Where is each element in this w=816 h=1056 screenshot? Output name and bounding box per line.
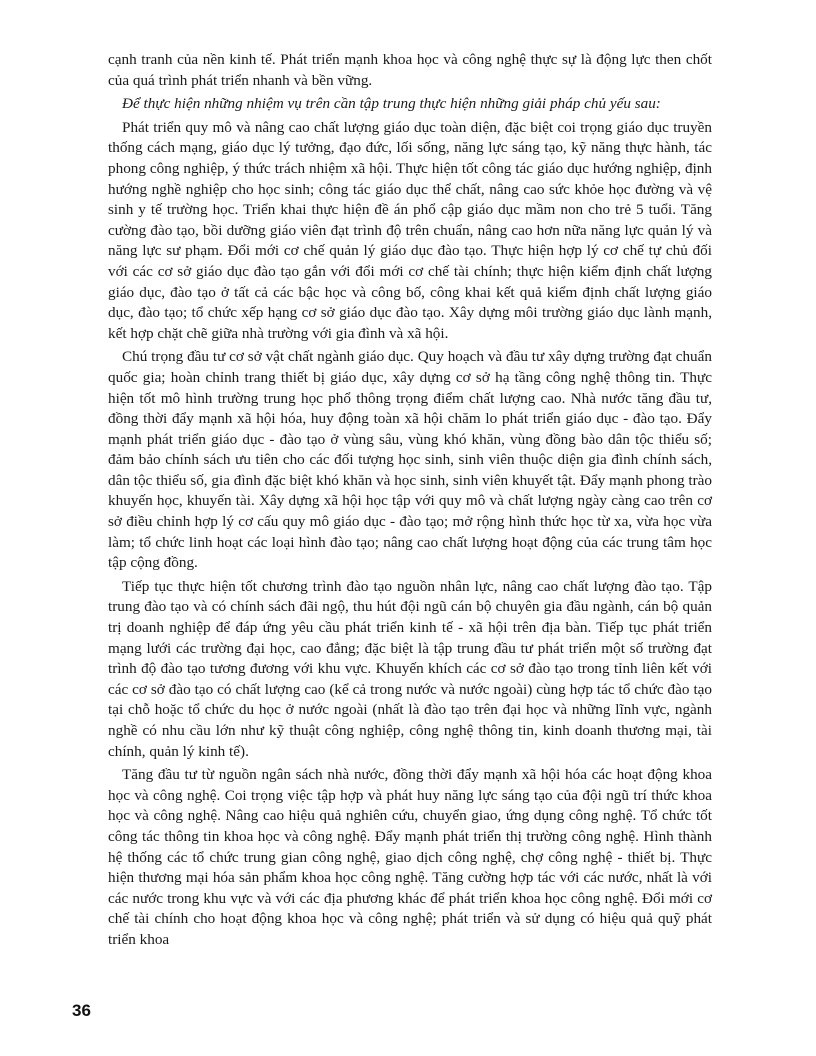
text-column (108, 50, 712, 954)
page-number: 36 (72, 1001, 91, 1020)
paragraph-education-quality: Phát triển quy mô và nâng cao chất lượng giáo dục toàn diện, đặc biệt coi trọng giáo dục truyền thống cách mạng, giáo dục lý tưởng, đạo đức, lối sống, năng lực sáng tạo, kỹ năng thực hành, tác phong công nghiệp, ý thức trách nhiệm xã hội. Thực hiện tốt công tác giáo dục hướng nghiệp, định hướng nghề nghiệp cho học sinh; công tác giáo dục thể chất, nâng cao sức khỏe học đường và vệ sinh y tế trường học. Triển khai thực hiện đề án phổ cập giáo dục mầm non cho trẻ 5 tuổi. Tăng cường đào tạo, bồi dưỡng giáo viên đạt trình độ trên chuẩn, nâng cao hơn nữa năng lực quản lý và năng lực sư phạm. Đổi mới cơ chế quản lý giáo dục đào tạo. Thực hiện hợp lý cơ chế tự chủ đối với các cơ sở giáo dục đào tạo gắn với đổi mới cơ chế tài chính; thực hiện kiểm định chất lượng giáo dục, đào tạo ở tất cả các bậc học và công bố, công khai kết quả kiểm định chất lượng giáo dục, đào tạo; tổ chức xếp hạng cơ sở giáo dục đào tạo. Xây dựng môi trường giáo dục lành mạnh, kết hợp chặt chẽ giữa nhà trường với gia đình và xã hội. (108, 118, 712, 342)
paragraph-science-technology: Tăng đầu tư từ nguồn ngân sách nhà nước, đồng thời đẩy mạnh xã hội hóa các hoạt động khoa học và công nghệ. Coi trọng việc tập hợp và phát huy năng lực sáng tạo của đội ngũ trí thức khoa học và công nghệ. Nâng cao hiệu quả nghiên cứu, chuyển giao, ứng dụng công nghệ. Tổ chức tốt công tác thông tin khoa học và công nghệ. Đẩy mạnh phát triển thị trường công nghệ. Hình thành hệ thống các tổ chức trung gian công nghệ, giao dịch công nghệ, chợ công nghệ - thiết bị. Thực hiện thương mại hóa sản phẩm khoa học công nghệ. Tăng cường hợp tác với các nước, nhất là với các nước trong khu vực và với các địa phương khác để phát triển khoa học công nghệ. Đổi mới cơ chế tài chính cho hoạt động khoa học và công nghệ; phát triển và sử dụng có hiệu quả quỹ phát triển khoa (108, 766, 712, 948)
paragraph-human-resources: Tiếp tục thực hiện tốt chương trình đào tạo nguồn nhân lực, nâng cao chất lượng đào tạo. Tập trung đào tạo và có chính sách đãi ngộ, thu hút đội ngũ cán bộ chuyên gia đầu ngành, cán bộ quản trị doanh nghiệp để đáp ứng yêu cầu phát triển kinh tế - xã hội trên địa bàn. Tiếp tục phát triển mạng lưới các trường đại học, cao đẳng; đặc biệt là tập trung đầu tư phát triển một số trường đạt trình độ đào tạo tương đương với khu vực. Khuyến khích các cơ sở đào tạo trong tỉnh liên kết với các cơ sở đào tạo có chất lượng cao (kể cả trong nước và nước ngoài) cùng hợp tác tổ chức đào tạo tại chỗ hoặc tổ chức du học ở nước ngoài (nhất là đào tạo trên đại học và những lĩnh vực, ngành nghề có nhu cầu lớn như kỹ thuật công nghiệp, công nghệ thông tin, kinh doanh thương mại, tài chính, quản lý kinh tế). (108, 577, 712, 760)
paragraph-italic-heading: Để thực hiện những nhiệm vụ trên cần tập trung thực hiện những giải pháp chủ yếu sau: (122, 95, 661, 113)
paragraph-continuation: cạnh tranh của nền kinh tế. Phát triển mạnh khoa học và công nghệ thực sự là động lực then chốt của quá trình phát triển nhanh và bền vững. (108, 51, 712, 89)
paragraph-education-infrastructure: Chú trọng đầu tư cơ sở vật chất ngành giáo dục. Quy hoạch và đầu tư xây dựng trường đạt chuẩn quốc gia; hoàn chỉnh trang thiết bị giáo dục, xây dựng cơ sở hạ tầng công nghệ thông tin. Thực hiện tốt mô hình trường trung học phổ thông trọng điểm chất lượng cao. Nhà nước tăng đầu tư, đồng thời đẩy mạnh xã hội hóa, huy động toàn xã hội chăm lo phát triển giáo dục - đào tạo. Đẩy mạnh phát triển giáo dục - đào tạo ở vùng sâu, vùng khó khăn, vùng đồng bào dân tộc thiểu số; đảm bảo chính sách ưu tiên cho các đối tượng học sinh, sinh viên thuộc diện gia đình chính sách, dân tộc thiểu số, gia đình đặc biệt khó khăn và học sinh, sinh viên khuyết tật. Đẩy mạnh phong trào khuyến học, khuyến tài. Xây dựng xã hội học tập với quy mô và chất lượng ngày càng cao trên cơ sở điều chỉnh hợp lý cơ cấu quy mô giáo dục - đào tạo; mở rộng hình thức học từ xa, vừa học vừa làm; tổ chức linh hoạt các loại hình đào tạo; nâng cao chất lượng hoạt động của các trung tâm học tập cộng đồng. (108, 348, 712, 572)
